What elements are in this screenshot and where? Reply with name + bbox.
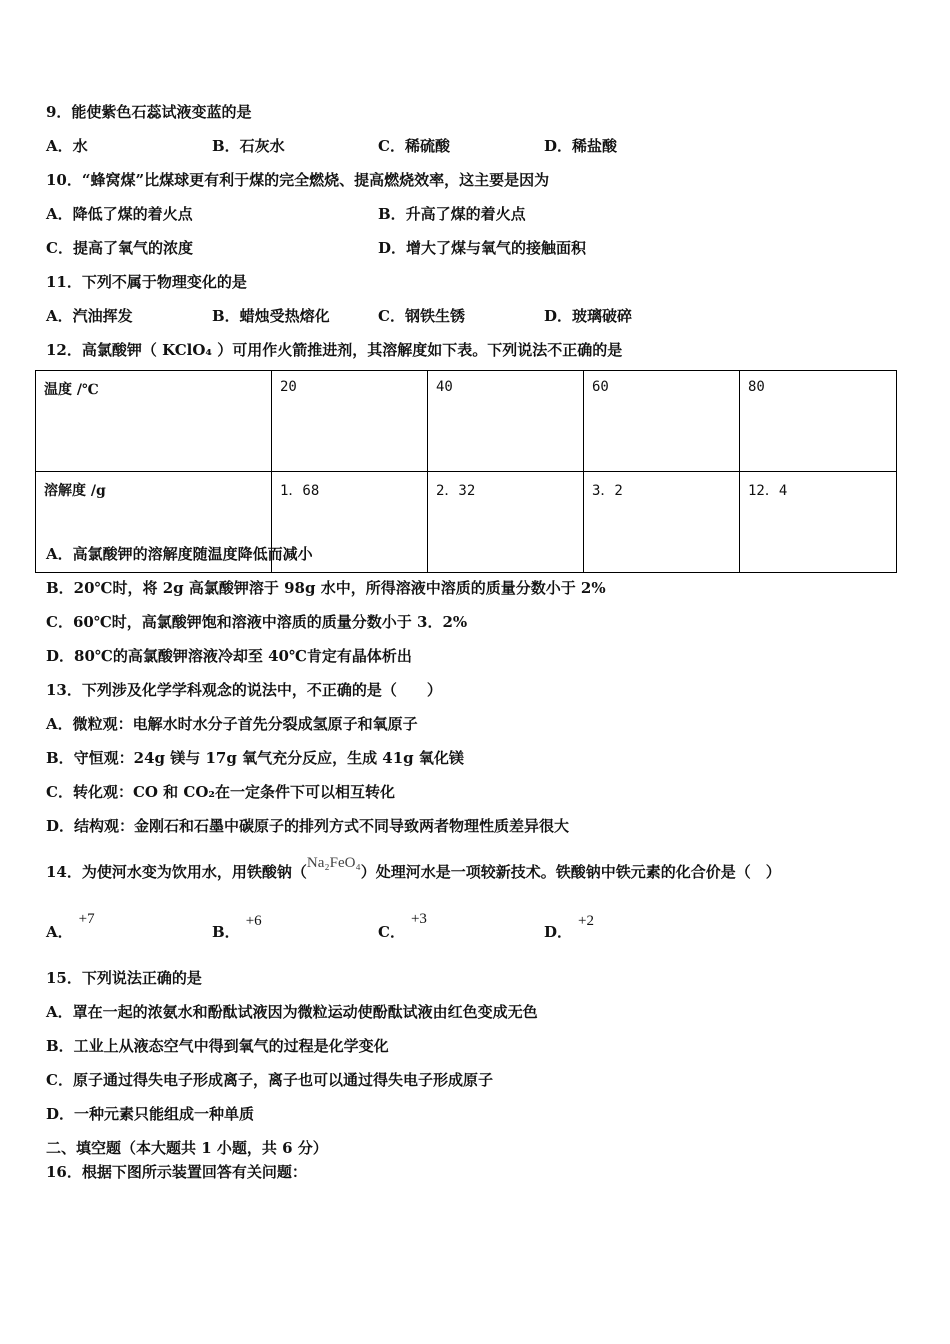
q10-option-c: C．提高了氧气的浓度 [46,239,193,257]
table-cell: 20 [272,371,428,472]
q12-option-a: A．高氯酸钾的溶解度随温度降低而减小 [46,545,313,563]
valence-value: +3 [410,911,427,927]
q15-option-b: B．工业上从液态空气中得到氧气的过程是化学变化 [46,1037,389,1055]
q13-option-b: B．守恒观：24g 镁与 17g 氧气充分反应，生成 41g 氧化镁 [46,749,464,767]
q9-option-a: A．水 [46,137,88,155]
q11-stem: 11．下列不属于物理变化的是 [46,273,247,291]
q9-option-b: B．石灰水 [212,137,285,155]
q11-option-a: A．汽油挥发 [46,307,133,325]
q15-option-d: D．一种元素只能组成一种单质 [46,1105,255,1123]
q14-option-a: A．+7 [46,911,95,941]
valence-value: +6 [245,913,262,929]
q12-option-c: C．60℃时，高氯酸钾饱和溶液中溶质的质量分数小于 3．2% [46,613,468,631]
q14-option-c: C．+3 [378,911,427,941]
q14-option-b: B．+6 [212,913,262,941]
q15-stem: 15．下列说法正确的是 [46,969,202,987]
table-row [36,371,897,472]
table-cell: 溶解度 /g [36,472,272,573]
q9-option-c: C．稀硫酸 [378,137,450,155]
q12-option-d: D．80℃的高氯酸钾溶液冷却至 40℃肯定有晶体析出 [46,647,412,665]
q14-stem-before: 14．为使河水变为饮用水，用铁酸钠（ [46,863,307,881]
q10-stem: 10．“蜂窝煤”比煤球更有利于煤的完全燃烧、提高燃烧效率，这主要是因为 [46,171,550,189]
q14-stem-after: ）处理河水是一项较新技术。铁酸钠中铁元素的化合价是（ ） [360,863,781,881]
table-cell: 3．2 [584,472,740,573]
q13-option-c: C．转化观：CO 和 CO₂在一定条件下可以相互转化 [46,783,395,801]
q13-option-d: D．结构观：金刚石和石墨中碳原子的排列方式不同导致两者物理性质差异很大 [46,817,570,835]
table-cell: 1．68 [272,472,428,573]
valence-value: +2 [578,913,594,929]
section-heading: 二、填空题（本大题共 1 小题，共 6 分） [46,1139,328,1157]
solubility-table [35,370,897,573]
q10-option-d: D．增大了煤与氧气的接触面积 [378,239,587,257]
q13-stem: 13．下列涉及化学学科观念的说法中，不正确的是（ ） [46,681,442,699]
q12-stem: 12．高氯酸钾（ KClO₄ ）可用作火箭推进剂，其溶解度如下表。下列说法不正确的是 [46,341,623,359]
table-cell: 60 [584,371,740,472]
q12-option-b: B．20℃时，将 2g 高氯酸钾溶于 98g 水中，所得溶液中溶质的质量分数小于 2% [46,579,606,597]
table-cell: 40 [428,371,584,472]
valence-value: +7 [78,911,95,927]
table-cell: 80 [740,371,897,472]
q15-option-c: C．原子通过得失电子形成离子，离子也可以通过得失电子形成原子 [46,1071,493,1089]
q9-stem: 9．能使紫色石蕊试液变蓝的是 [46,103,252,121]
q9-option-d: D．稀盐酸 [544,137,618,155]
table-cell: 12．4 [740,472,897,573]
table-cell: 2．32 [428,472,584,573]
q14-stem [46,855,781,883]
q11-option-b: B．蜡烛受热熔化 [212,307,330,325]
q10-option-b: B．升高了煤的着火点 [378,205,526,223]
q13-option-a: A．微粒观：电解水时水分子首先分裂成氢原子和氧原子 [46,715,418,733]
q16-stem: 16．根据下图所示装置回答有关问题： [46,1163,307,1181]
q11-option-d: D．玻璃破碎 [544,307,633,325]
q10-option-a: A．降低了煤的着火点 [46,205,193,223]
q14-option-d: D．+2 [544,913,594,941]
q11-option-c: C．钢铁生锈 [378,307,465,325]
q15-option-a: A．罩在一起的浓氨水和酚酞试液因为微粒运动使酚酞试液由红色变成无色 [46,1003,538,1021]
sodium-ferrate-formula: Na₂FeO₄ [306,855,361,871]
table-cell: 温度 /℃ [36,371,272,472]
